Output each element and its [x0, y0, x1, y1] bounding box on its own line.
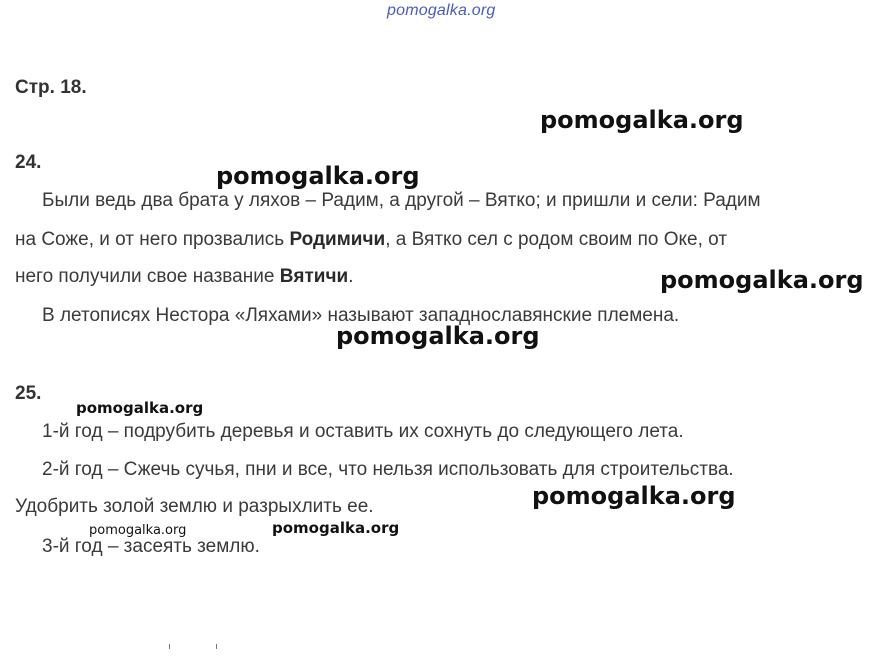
watermark: pomogalka.org: [540, 106, 744, 134]
watermark: pomogalka.org: [660, 266, 864, 294]
watermark: pomogalka.org: [76, 399, 204, 417]
page-label: Стр. 18.: [15, 77, 87, 98]
task-25-line-2: 2-й год – Сжечь сучья, пни и все, что нельзя использовать для строительства.: [42, 459, 734, 480]
task-24-line-2-text: на Соже, и от него прозвались Родимичи, а Вятко сел с родом своим по Оке, от: [15, 229, 728, 250]
task-24-line-2: [15, 221, 879, 258]
task-25-line-1: 1-й год – подрубить деревья и оставить их сохнуть до следующего лета.: [42, 421, 684, 442]
task-25-number: 25.: [15, 383, 42, 404]
scan-mark: [169, 644, 170, 649]
task-25-line-4: 3-й год – засеять землю.: [42, 536, 260, 557]
term-vyatichi: Вятичи: [279, 266, 349, 287]
task-24-line-3: него получили свое название Вятичи.: [15, 266, 354, 287]
site-link[interactable]: pomogalka.org: [387, 2, 496, 19]
watermark: pomogalka.org: [336, 322, 540, 350]
scan-mark: [216, 644, 217, 649]
watermark: pomogalka.org: [532, 482, 736, 510]
term-rodimichi: Родимичи: [289, 229, 386, 250]
watermark: pomogalka.org: [89, 523, 187, 538]
task-24-number: 24.: [15, 152, 42, 173]
task-24-line-4: В летописях Нестора «Ляхами» называют западнославянские племена.: [42, 305, 680, 326]
watermark: pomogalka.org: [272, 519, 400, 537]
watermark: pomogalka.org: [216, 162, 420, 190]
task-24-line-1: Были ведь два брата у ляхов – Радим, а другой – Вятко; и пришли и сели: Радим: [42, 190, 761, 211]
task-25-line-3: Удобрить золой землю и разрыхлить ее.: [15, 496, 374, 517]
